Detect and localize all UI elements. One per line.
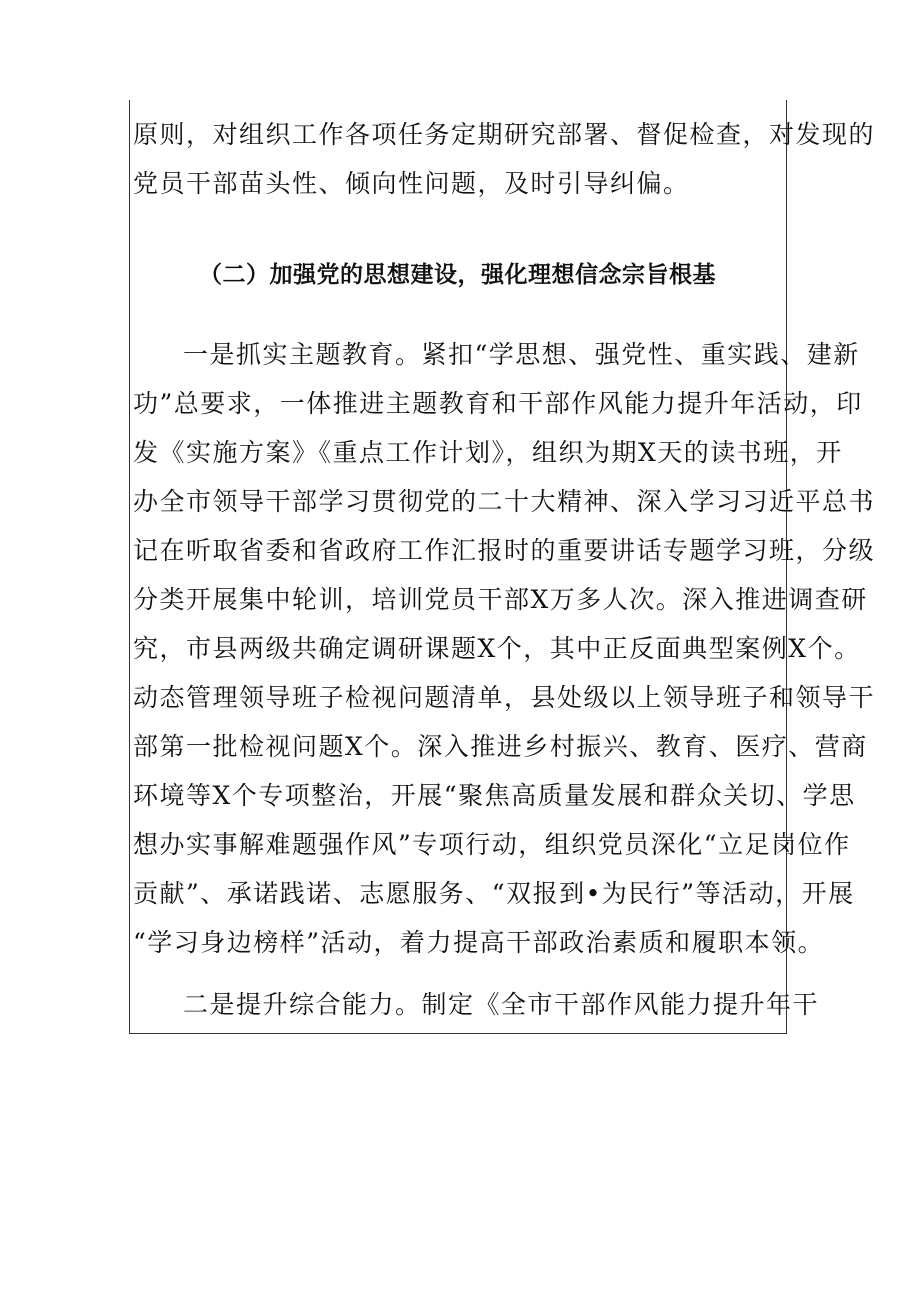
text-line: 一是抓实主题教育。紧扣“学思想、强党性、重实践、建新 xyxy=(183,340,860,369)
document-table-cell xyxy=(129,100,876,1034)
text-line: 原则，对组织工作各项任务定期研究部署、督促检查，对发现的 xyxy=(133,120,876,149)
text-line: 环境等X个专项整治，开展“聚焦高质量发展和群众关切、学思 xyxy=(133,781,856,810)
text-line: 分类开展集中轮训，培训党员干部X万多人次。深入推进调查研 xyxy=(133,585,868,614)
text-line: 想办实事解难题强作风”专项行动，组织党员深化“立足岗位作 xyxy=(133,830,851,859)
text-line: “学习身边榜样”活动，着力提高干部政治素质和履职本领。 xyxy=(133,928,825,957)
text-line: 贡献”、承诺践诺、志愿服务、“双报到•为民行”等活动，开展 xyxy=(133,879,855,908)
text-line: 党员干部苗头性、倾向性问题，及时引导纠偏。 xyxy=(133,169,690,198)
text-line: 动态管理领导班子检视问题清单，县处级以上领导班子和领导干 xyxy=(133,683,876,712)
text-line: 功”总要求，一体推进主题教育和干部作风能力提升年活动，印 xyxy=(133,389,863,418)
section-heading: （二）加强党的思想建设，强化理想信念宗旨根基 xyxy=(199,262,716,288)
paragraph-principles xyxy=(133,110,876,208)
text-line: 记在听取省委和省政府工作汇报时的重要讲话专题学习班，分级 xyxy=(133,536,876,565)
paragraph-comprehensive-ability xyxy=(133,980,820,1029)
text-line: 办全市领导干部学习贯彻党的二十大精神、深入学习习近平总书 xyxy=(133,487,876,516)
text-line: 部第一批检视问题X个。深入推进乡村振兴、教育、医疗、营商 xyxy=(133,732,868,761)
paragraph-theme-education xyxy=(133,330,876,967)
text-line: 发《实施方案》《重点工作计划》，组织为期X天的读书班，开 xyxy=(133,438,843,467)
text-line: 究，市县两级共确定调研课题X个，其中正反面典型案例X个。 xyxy=(133,634,861,663)
text-line: 二是提升综合能力。制定《全市干部作风能力提升年干 xyxy=(183,990,820,1019)
